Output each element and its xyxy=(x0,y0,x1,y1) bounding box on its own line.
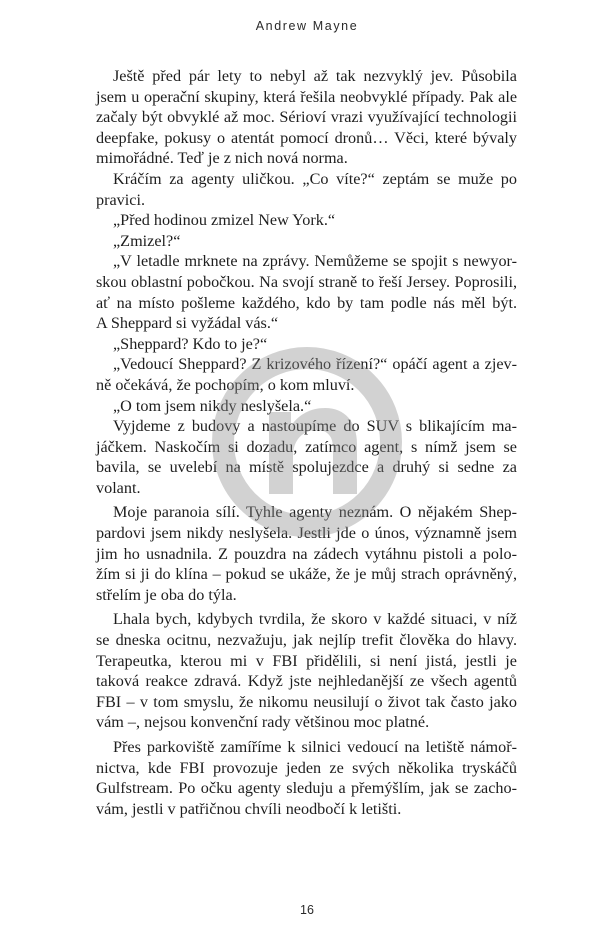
text-line: FBI – v tom smyslu, že nikomu neusilují o život tak často jako xyxy=(96,692,517,711)
text-line: A Sheppard si vyžádal vás.“ xyxy=(96,314,279,333)
text-line: „Vedoucí Sheppard? Z krizového řízení?“ opáčí agent a zjev- xyxy=(113,355,517,374)
body-paragraphs xyxy=(96,66,517,819)
text-line: mimořádné. Teď je z nich nová norma. xyxy=(96,149,348,168)
text-line: pravici. xyxy=(96,190,145,209)
text-line: deepfake, pokusy o atentát pomocí dronů… Věci, které bývaly xyxy=(96,128,517,147)
text-line: volant. xyxy=(96,478,141,497)
text-line: Ještě před pár lety to nebyl až tak nezvyklý jev. Působila xyxy=(113,67,517,85)
text-line: Terapeutka, kterou mi v FBI přidělili, si není jistá, jestli je xyxy=(96,651,517,670)
text-line: pardovi jsem nikdy neslyšela. Jestli jde o únos, významně jsem xyxy=(96,524,517,543)
text-line: jáčkem. Naskočím si dozadu, zatímco agent, s nímž jsem se xyxy=(96,437,517,456)
text-line: střelím je oba do týla. xyxy=(96,585,237,604)
text-line: „Sheppard? Kdo to je?“ xyxy=(113,334,268,353)
text-line: Moje paranoia sílí. Tyhle agenty neznám. O nějakém Shep- xyxy=(113,503,517,522)
text-line: skou oblastní pobočkou. Na svojí straně to řeší Jersey. Poprosili, xyxy=(96,272,517,291)
text-line: Gulfstream. Po očku agenty sleduju a přemýšlím, jak se zacho- xyxy=(96,779,517,798)
text-line: jsem u operační skupiny, která řešila neobvyklé případy. Pak ale xyxy=(96,87,517,106)
text-line: ně očekává, že pochopím, o kom mluví. xyxy=(96,375,355,394)
running-head: Andrew Mayne xyxy=(255,19,359,33)
page-number: 16 xyxy=(300,903,314,917)
text-line: taková reakce zdravá. Když jste nejhledanější ze všech agentů xyxy=(96,672,517,691)
text-line: ať na místo pošleme každého, kdo by tam podle nás měl být. xyxy=(96,293,517,312)
text-line: „V letadle mrknete na zprávy. Nemůžeme se spojit s newyor- xyxy=(113,252,517,271)
text-line: vám, jestli v patřičnou chvíli neodbočí k letišti. xyxy=(96,799,402,818)
text-line: nictva, kde FBI provozuje jeden ze svých několika tryskáčů xyxy=(96,758,517,777)
text-line: Lhala bych, kdybych tvrdila, že skoro v každé situaci, v níž xyxy=(113,610,517,629)
text-line: žím si ji do klína – pokud se ukáže, že je můj strach oprávněný, xyxy=(96,565,517,584)
text-line: „Před hodinou zmizel New York.“ xyxy=(113,211,336,230)
text-line: vám –, nejsou konvenční rady většinou moc platné. xyxy=(96,713,430,732)
text-line: jim ho usnadnila. Z pouzdra na zádech vytáhnu pistoli a polo- xyxy=(96,544,517,563)
text-line: Kráčím za agenty uličkou. „Co víte?“ zeptám se muže po xyxy=(113,169,517,188)
body-text xyxy=(96,66,517,819)
text-line: „O tom jsem nikdy neslyšela.“ xyxy=(113,396,312,415)
text-line: Přes parkoviště zamíříme k silnici vedoucí na letiště námoř- xyxy=(113,738,517,756)
text-line: Vyjdeme z budovy a nastoupíme do SUV s blikajícím ma- xyxy=(113,417,517,436)
text-line: „Zmizel?“ xyxy=(113,231,181,250)
text-line: se dneska ocitnu, nezvažuju, jak nejlíp trefit člověka do hlavy. xyxy=(96,631,517,650)
text-line: začaly být obvyklé až moc. Sérioví vrazi využívající technologii xyxy=(96,108,517,127)
text-line: bavila, se uvelebí na místě spolujezdce a druhý si sedne za xyxy=(96,458,517,477)
